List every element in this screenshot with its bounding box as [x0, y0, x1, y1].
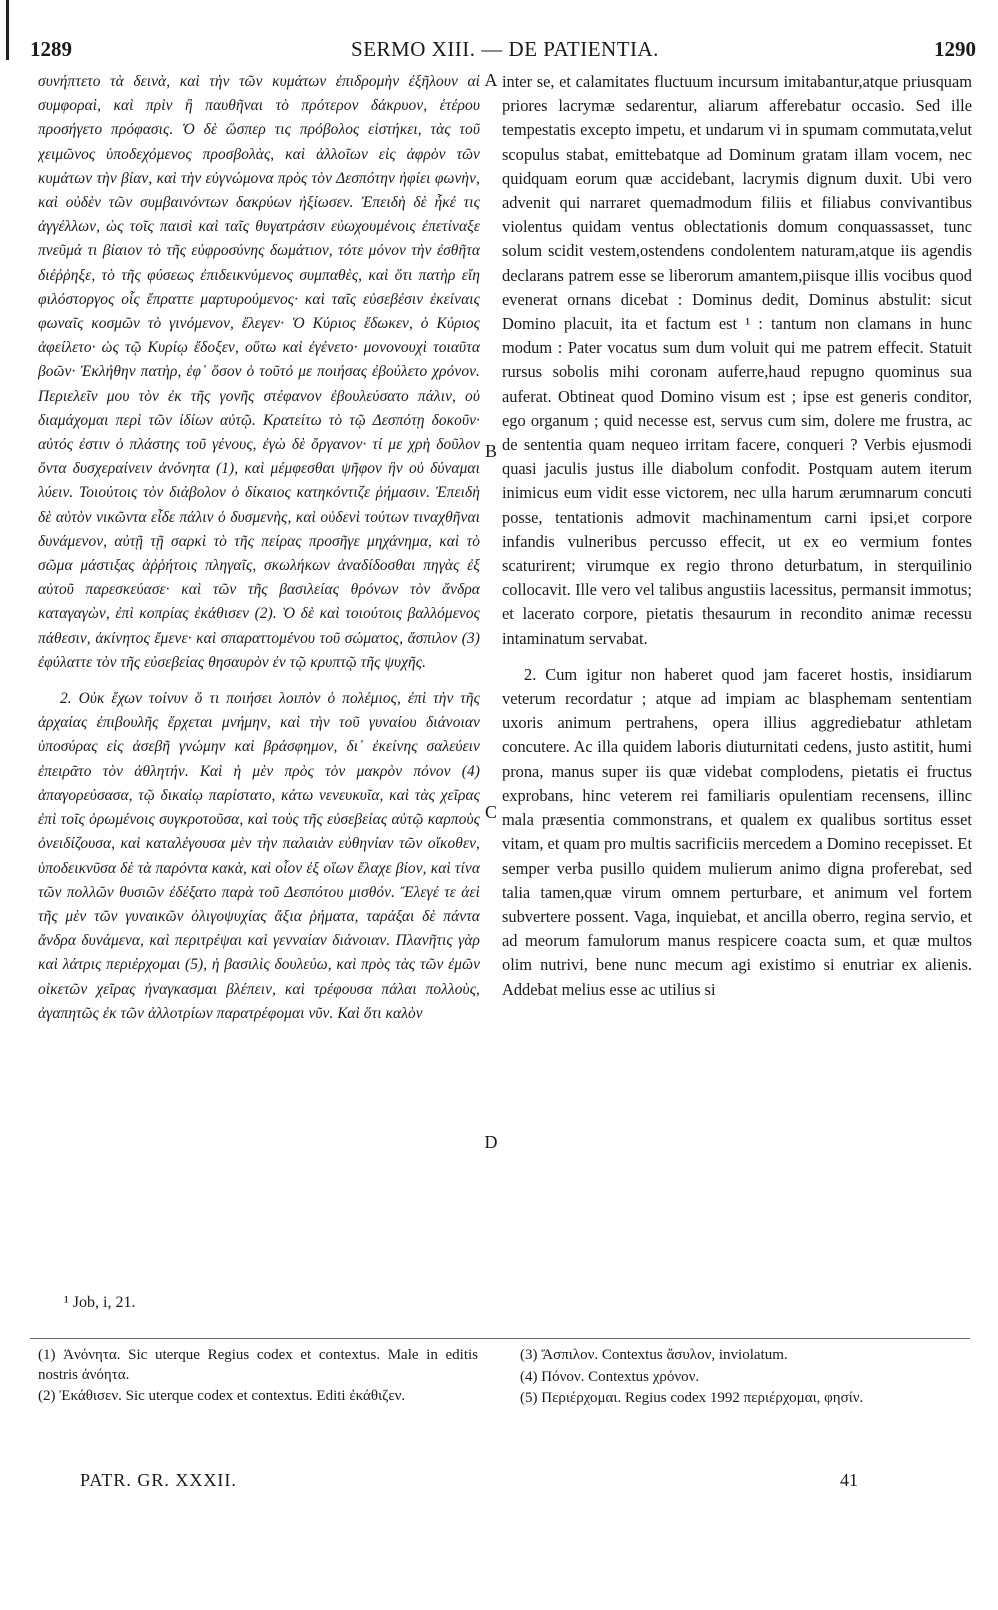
scripture-reference-footnote: ¹ Job, i, 21.: [64, 1294, 136, 1311]
greek-paragraph: συνήπτετο τὰ δεινὰ, καὶ τὴν τῶν κυμάτων ἐπιδρομὴν ἐξῆλουν αἱ συμφοραὶ, καὶ πρὶν ἢ παυθῆναι τὸ πρότερον δάκρυον, ἑτέρου προσήγετο πρόφασις. Ὁ δὲ ὥσπερ τις πρόβολος εἱστήκει, τὰς τοῦ χειμῶνος ὑποδεχόμενος προσβολὰς, καὶ ἀλλοῖων εἰς ἀφρὸν τῶν κυμάτων τὴν βίαν, καὶ τὴν εὐγνώμονα πρὸς τὸν Δεσπότην ἠφίει φωνὴν, καὶ οὐδὲν τῶν συμβαινόντων δακρύων ἠξίωσεν. Ἐπειδὴ δὲ ἦκέ τις ἀγγέλλων, ὡς τοῖς παισὶ καὶ ταῖς θυγατράσιν εὐωχουμένοις ἐπετίναξε πνεῦμά τι βίαιον τὸ τῆς εὐφροσύνης δωμάτιον, τότε μόνον τὴν ἐσθῆτα διέῤῥηξε, τὸ τῆς φύσεως ἐπιδεικνύμενος συμπαθὲς, καὶ ὅτι πατὴρ εἴη φιλόστοργος οἷς ἔπραττε μαρτυρούμενος· καὶ ταῖς εὐσεβέσιν ἐκείναις φωναῖς κοσμῶν τὸ γινόμενον, ἔλεγεν· Ὁ Κύριος ἔδωκεν, ὁ Κύριος ἀφείλετο· ὡς τῷ Κυρίῳ ἔδοξεν, οὕτω καὶ ἐγένετο· μονονουχὶ τοιαῦτα βοῶν· Ἐκλήθην πατὴρ, ἐφ᾽ ὅσον ὁ τοῦτό με ποιήσας ἐβούλετο χρόνον. Περιελεῖν μου τὸν ἐκ τῆς γονῆς στέφανον ἐβουλεύσατο πάλιν, οὐ διαμάχομαι περὶ τῶν ἰδίων αὐτῷ. Κρατείτω τὸ τῷ Δεσπότῃ δοκοῦν· αὐτός ἐστιν ὁ πλάστης τοῦ γένους, ἐγὼ δὲ ὄργανον· τί με χρὴ δοῦλον ὄντα δυσχεραίνειν ἀνόνητα (1), καὶ μέμφεσθαι ψῆφον ἣν οὐ δύναμαι λύειν. Τοιούτοις τὸν διάβολον ὁ δίκαιος κατηκόντιζε ῥήμασιν. Ἐπειδὴ δὲ αὐτὸν νικῶντα εἶδε πάλιν ὁ δυσμενὴς, καὶ οὐδενὶ τούτων τιναχθῆναι δυνάμενον, αὐτῇ τῇ σαρκὶ τὸ τῆς πείρας προσῆγε μηχάνημα, καὶ τὸ σῶμα μάστιξας ἀῤῥήτοις πληγαῖς, σκωλήκων ἀναδίδοσθαι πηγὰς ἐξ αὐτοῦ παρεσκεύασε· καὶ τῶν τῆς βασιλείας θρόνων τὸν ἄνδρα καταγαγὼν, ἐπὶ κοπρίας ἐκάθισεν (2). Ὁ δὲ καὶ τοιούτοις βαλλόμενος πάθεσιν, ἀκίνητος ἔμενε· καὶ σπαραττομένου τοῦ σώματος, ἄσπιλον (3) ἐφύλαττε τὸν τῆς εὐσεβείας θησαυρὸν ἐν τῷ κρυπτῷ τῆς ψυχῆς.: [38, 73, 480, 671]
footnote-item: (2) Ἐκάθισεν. Sic uterque codex et contextus. Editi ἐκάθιζεν.: [38, 1388, 406, 1404]
footnote-divider: [30, 1338, 970, 1339]
latin-text-column: [502, 70, 972, 1260]
margin-marker-a: A: [484, 70, 498, 90]
footnote-item: (4) Πόνον. Contextus χρόνον.: [520, 1368, 700, 1385]
right-page-number: 1290: [934, 37, 976, 61]
footnote-item: (1) Ἀνόνητα. Sic uterque Regius codex et contextus. Male in editis nostris ἀνόητα.: [38, 1347, 478, 1383]
running-title: SERMO XIII. — DE PATIENTIA.: [351, 37, 659, 61]
footnotes-right: [520, 1346, 960, 1411]
footnote-item: (5) Περιέρχομαι. Regius codex 1992 περιέρχομαι, φησίν.: [520, 1390, 864, 1406]
footnote-item: (3) Ἄσπιλον. Contextus ἄσυλον, inviolatum.: [520, 1347, 788, 1363]
latin-paragraph: inter se, et calamitates fluctuum incursum imitabantur,atque priusquam priores lacrymæ sedarentur, aliarum afferebatur occasio. Sed ille tempestatis excepto impetu, et undarum vi in spumam commutata,velut scopulus stabat, emittebatque ad Dominum gratam illam vocem, nec quidquam eorum quæ accidebant, lacrymis dignum duxit. Ubi vero advenit qui narraret quemadmodum filiis et filiabus convivantibus violentus quidam ventus oblectationis domum conquassasset, tunc solum scidit vestem,ostendens condolentem naturam,atque iis agendis declarans patrem esse se liberorum amantem,piisque illis vocibus quod evenerat ornans dicebat : Dominus dedit, Dominus abstulit: sicut Domino placuit, ita et factum est ¹ : tantum non clamans in hunc modum : Pater vocatus sum dum voluit qui me patrem effecit. Statuit rursus sobolis mihi coronam auferre,haud repugno quominus sua auferat. Obtineat quod Domino visum est ; ipse est generis conditor, ego organum ; quid necesse est, servus cum sim, dolere me frustra, ac de sententia quam nequeo irritam facere, conqueri ? Verbis ejusmodi quasi jaculis justus ille diabolum confodit. Postquam autem iterum inimicus eum vidit esse victorem, nec ulla harum ærumnarum concuti posse, tentationis admovit machinamentum carni ipsi,et corpore infandis vulneribus percusso effecit, ut ex eo vermium fontes scaturirent; virumque ex regio throno deturbatum, in sterquilinio collocavit. Ille vero vel talibus angustiis lacessitus, permansit immotus; et lacerato corpore, pietatis thesaurum in recondito animæ recessu intaminatum servabat.: [502, 72, 972, 648]
latin-paragraph: 2. Cum igitur non haberet quod jam faceret hostis, insidiarum veterum recordatur ; atque ad impiam ac blasphemam sententiam uxoris animum pertrahens, opera illius aggrediebatur athletam concutere. Ac illa quidem laboris diuturnitati cedens, justo astitit, humi prona, manus super iis quæ videbat complodens, pietatis ei fructus exprobans, hinc veterem rei familiaris opulentiam recensens, illinc mala præsentia commonstrans, et qualem ex qualibus sortitus esset vitam, et quam pro multis sacrificiis mercedem a Domino recepisset. Et semper verba pusillo quidem mulierum animo digna proferebat, sed talia tamen,quæ virum omnem perturbare, et animum vel fortem subvertere possent. Vaga, inquiebat, et ancilla oberro, regina servio, et ad meorum famulorum manus respicere coacta sum, et quæ multos olim nutrivi, bene nunc mecum agi existimo si enutriar ex alienis. Addebat melius esse ac utilius si: [502, 664, 972, 999]
greek-text-column: [38, 70, 480, 1260]
greek-paragraph: 2. Οὐκ ἔχων τοίνυν ὅ τι ποιήσει λοιπὸν ὁ πολέμιος, ἐπὶ τὴν τῆς ἀρχαίας ἐπιβουλῆς ἔρχεται μνήμην, καὶ τὴν τοῦ γυναίου διάνοιαν ὑποσύρας εἰς ἀσεβῆ γνώμην καὶ βράσφημον, δι᾽ ἐκείνης σαλεύειν ἐπειρᾶτο τὸν ἀθλητήν. Καὶ ἡ μὲν πρὸς τὸν μακρὸν πόνον (4) ἀπαγορεύσασα, τῷ δικαίῳ παρίστατο, κάτω νενευκυῖα, καὶ τὰς χεῖρας ἐπὶ τοῖς ὁρωμένοις συγκροτοῦσα, καὶ τοὺς τῆς εὐσεβείας αὐτῷ καρποὺς ὀνειδίζουσα, καὶ καταλέγουσα μὲν τὴν παλαιὰν εὐθηνίαν τῶν οἴκοθεν, ὑποδεικνῦσα δὲ τὰ παρόντα κακὰ, καὶ οἷον ἐξ οἵων ἔλαχε βίον, καὶ τίνα τῶν πολλῶν θυσιῶν ἐδέξατο παρὰ τοῦ Δεσπότου μισθόν. Ἔλεγέ τε ἀεὶ τῆς μὲν τῶν γυναικῶν ὀλιγοψυχίας ἄξια ῥήματα, ταράξαι δὲ πάντα ἄνδρα δυνάμενα, καὶ περιτρέψαι καὶ γενναίαν διάνοιαν. Πλανῆτις γὰρ καὶ λάτρις περιέρχομαι (5), ἡ βασιλὶς δουλεύω, καὶ πρὸς τὰς τῶν ἐμῶν οἰκετῶν χεῖρας ἠναγκασμαι βλέπειν, καὶ τρέφουσα πάλαι πολλοὺς, ἀγαπητῶς ἐκ τῶν ἀλλοτρίων παρατρέφομαι νῦν. Καὶ ὅτι καλὸν: [38, 690, 480, 1022]
left-page-number: 1289: [30, 37, 72, 61]
binding-edge-line: [6, 0, 9, 60]
sheet-signature-number: 41: [840, 1470, 858, 1490]
margin-marker-c: C: [484, 802, 497, 822]
margin-marker-d: D: [484, 1132, 498, 1152]
margin-marker-b: B: [484, 441, 497, 461]
volume-signature: PATR. GR. XXXII.: [80, 1470, 237, 1490]
footnotes-left: [38, 1346, 478, 1409]
